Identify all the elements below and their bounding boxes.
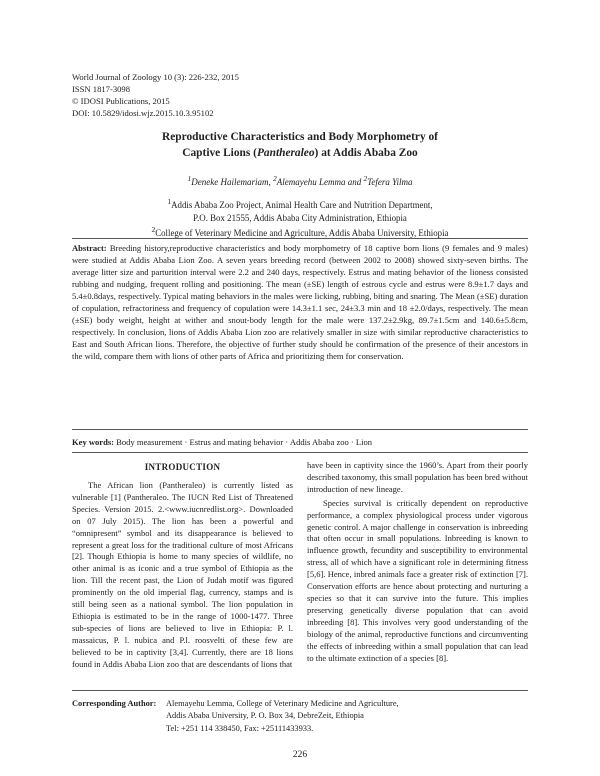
affiliation-2-text: College of Veterinary Medicine and Agriculture, Addis Ababa University, Ethiopia (155, 228, 449, 239)
paper-title (60, 129, 540, 161)
corresponding-author (72, 698, 399, 735)
section-heading: INTRODUCTION (144, 462, 221, 472)
author-1-affiliation: 1 (187, 174, 192, 183)
left-column (72, 480, 293, 671)
abstract-bottom-rule (72, 429, 528, 430)
author-2: Alemayehu Lemma and (276, 177, 364, 187)
abstract (72, 243, 528, 363)
corresponding-line-1: Alemayehu Lemma, College of Veterinary Medicine and Agriculture, (166, 699, 399, 708)
affiliation-1-line-1 (80, 196, 520, 212)
affiliation-1-line-2: P.O. Box 21555, Addis Ababa City Administration, Ethiopia (193, 212, 407, 223)
corresponding-details (166, 698, 399, 735)
keywords (72, 437, 528, 447)
footnote-rule (72, 690, 528, 691)
title-line-2-pre: Captive Lions ( (182, 147, 257, 159)
copyright: © IDOSI Publications, 2015 (72, 96, 170, 107)
title-species: Pantheraleo (256, 147, 315, 159)
affiliation-2-marker: 2 (151, 225, 156, 235)
journal-citation: World Journal of Zoology 10 (3): 226-232, 2015 (72, 72, 239, 82)
title-line-2-post: ) at Addis Ababa Zoo (314, 147, 418, 159)
corresponding-line-3: Tel: +251 114 338450, Fax: +25111433933. (166, 723, 314, 733)
author-3: Tefera Yilma (367, 177, 413, 187)
doi: DOI: 10.5829/idosi.wjz.2015.10.3.95102 (72, 108, 214, 119)
author-1: Deneke Hailemariam, (191, 177, 273, 187)
affiliation-1-text: Addis Ababa Zoo Project, Animal Health Care and Nutrition Department, (171, 199, 433, 210)
keywords-label: Key words: (72, 437, 115, 447)
keywords-rule (72, 452, 528, 453)
abstract-label: Abstract: (72, 243, 107, 253)
right-column (307, 460, 528, 664)
intro-paragraph-1: The African lion (Pantheraleo) is currently listed as vulnerable [1] (Pantheraleo. The IUCN Red List of Threatened Species. Version 2015. 2.<www.iucnredlist.org>. Downloaded on 07 July 2015). The lion has been a powerful and “omnipresent” symbol and its disappearance is believed to represent a great loss for the traditional culture of most Africans [2]. Though Ethiopia is home to many species of wildlife, no other animal is as iconic and a true symbol of Ethiopia as the lion. Till the recent past, the Lion of Judah motif was figured prominently on the old imperial flag, currency, stamps and is still being seen as a national symbol. The lion population in Ethiopia is estimated to be in the range of 1000-1477. Three sub-species of lions are believed to live in Ethiopia: P. l. massaicus, P. l. nubica and P.l. roosvelti of these few are believed to be in captivity [3,4]. Currently, there are 18 lions found in Addis Ababa Lion zoo that are descendants of lions that (72, 480, 293, 669)
author-list (60, 174, 540, 187)
corresponding-label: Corresponding Author: (72, 699, 157, 708)
issn: ISSN 1817-3098 (72, 84, 131, 95)
intro-paragraph-continued: have been in captivity since the 1960’s. Apart from their poorly described taxonomy, this small population has been bred without introduction of new lineage. (307, 460, 528, 494)
author-3-affiliation: 2 (363, 174, 368, 183)
keywords-text: Body measurement · Estrus and mating behavior · Addis Ababa zoo · Lion (116, 437, 373, 447)
corresponding-line-2: Addis Ababa University, P. O. Box 34, DebreZeit, Ethiopia (166, 711, 364, 721)
abstract-top-rule (72, 238, 528, 239)
abstract-text: Breeding history,reproductive characteristics and body morphometry of 18 captive born lions (9 females and 9 males) were studied at Addis Ababa Lion Zoo. A seven years breeding record (between 2002 to 2008) showed sixty-seven births. The average litter size and parturition interval were 2.2 and 240 days, respectively. Estrus and mating behavior of the lioness consisted rubbing and nudging, frequent rolling and positioning. The mean (±SE) length of estrous cycle and estrus were 8.9±1.7 days and 5.4±0.8days, respectively. Typical mating behaviors in the males were licking, rubbing, biting and snaring. The Mean (±SE) duration of copulation, refractoriness and frequency of copulation were 14.3±1.1 sec, 24±3.3 min and 18 ±2.0/days, respectively. The mean (±SE) body weight, height at wither and snout-body length for the male were 137.2±2.9kg, 89.7±1.5cm and 140.6±5.8cm, respectively. In conclusion, lions of Addis Ababa Lion zoo are relatively smaller in size with similar reproductive characteristics to East and South African lions. Therefore, the objective of further study should be confirmation of the presence of their ancestors in the wild, compare them with lions of other parts of Africa and prioritizing them for conservation. (72, 243, 528, 361)
affiliations (80, 196, 520, 240)
title-line-1: Reproductive Characteristics and Body Morphometry of (162, 131, 438, 143)
affiliation-1-marker: 1 (167, 197, 172, 206)
page-number: 226 (292, 750, 308, 760)
journal-header (72, 71, 239, 119)
title-line-2 (60, 145, 540, 161)
author-2-affiliation: 2 (272, 174, 277, 183)
intro-paragraph-2: Species survival is critically dependent on reproductive performance, a complex physiological process under vigorous genetic control. A major challenge in conservation is inbreeding that often occur in small populations. Inbreeding is known to influence growth, fecundity and susceptibility to environmental stress, all of which have a significant role in determining fitness [5,6]. Hence, inbred animals face a greater risk of extinction [7]. Conservation efforts are hence about protecting and nurturing a species so that it can survive into the future. This implies preserving genetically diverse population that can avoid inbreeding [8]. This involves very good understanding of the biology of the animal, reproductive functions and circumventing the effects of inbreeding within a small population that can lead to the ultimate extinction of a species [8]. (307, 497, 528, 663)
